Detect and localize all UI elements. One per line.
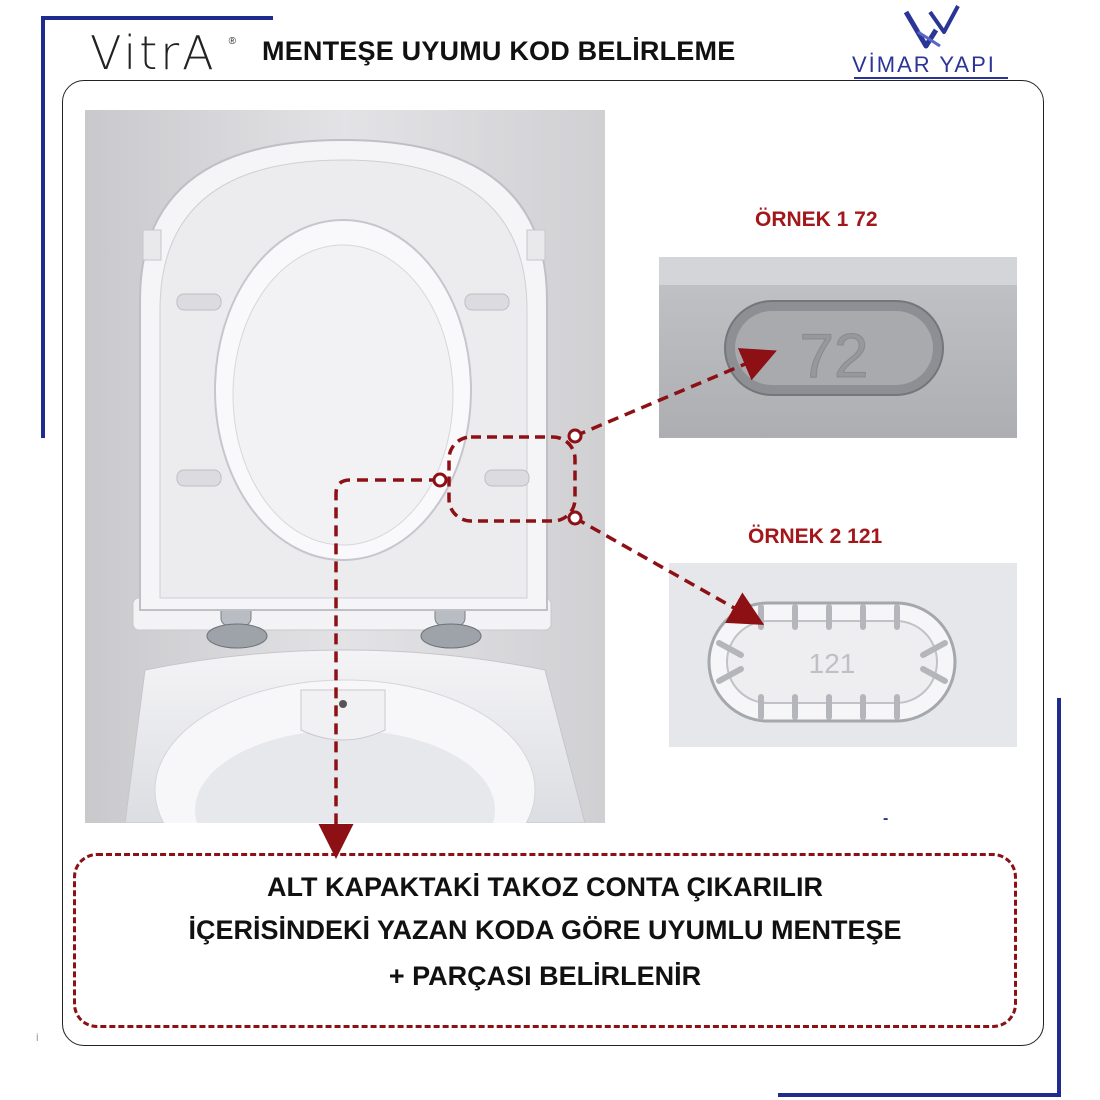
example-2-code: 121 [808,648,856,679]
highlight-box [449,437,575,521]
arrow-to-note [336,480,440,845]
arrow-to-example-2 [575,518,752,618]
page-title: MENTEŞE UYUMU KOD BELİRLEME [262,36,736,66]
vimar-logo-text: VİMAR YAPI [852,52,996,77]
example-2-label: ÖRNEK 2 121 [748,525,883,548]
arrow-to-example-1 [575,356,764,436]
arrow-3-origin-dot [434,474,446,486]
arrow-1-origin-dot [569,430,581,442]
instruction-line-1: ALT KAPAKTAKİ TAKOZ CONTA ÇIKARILIR [267,872,823,902]
arrow-2-origin-dot [569,512,581,524]
example-1-code: 72 [799,322,869,391]
instruction-line-2: İÇERİSİNDEKİ YAZAN KODA GÖRE UYUMLU MENTEŞE [188,915,902,945]
instruction-line-3: + PARÇASI BELİRLENİR [388,961,702,991]
vitra-logo-text: VitrA [90,26,217,80]
registered-mark: ® [228,36,236,47]
side-mark: İ [36,1033,39,1043]
example-1-label: ÖRNEK 1 72 [755,208,878,231]
dash-mark: - [883,810,889,827]
